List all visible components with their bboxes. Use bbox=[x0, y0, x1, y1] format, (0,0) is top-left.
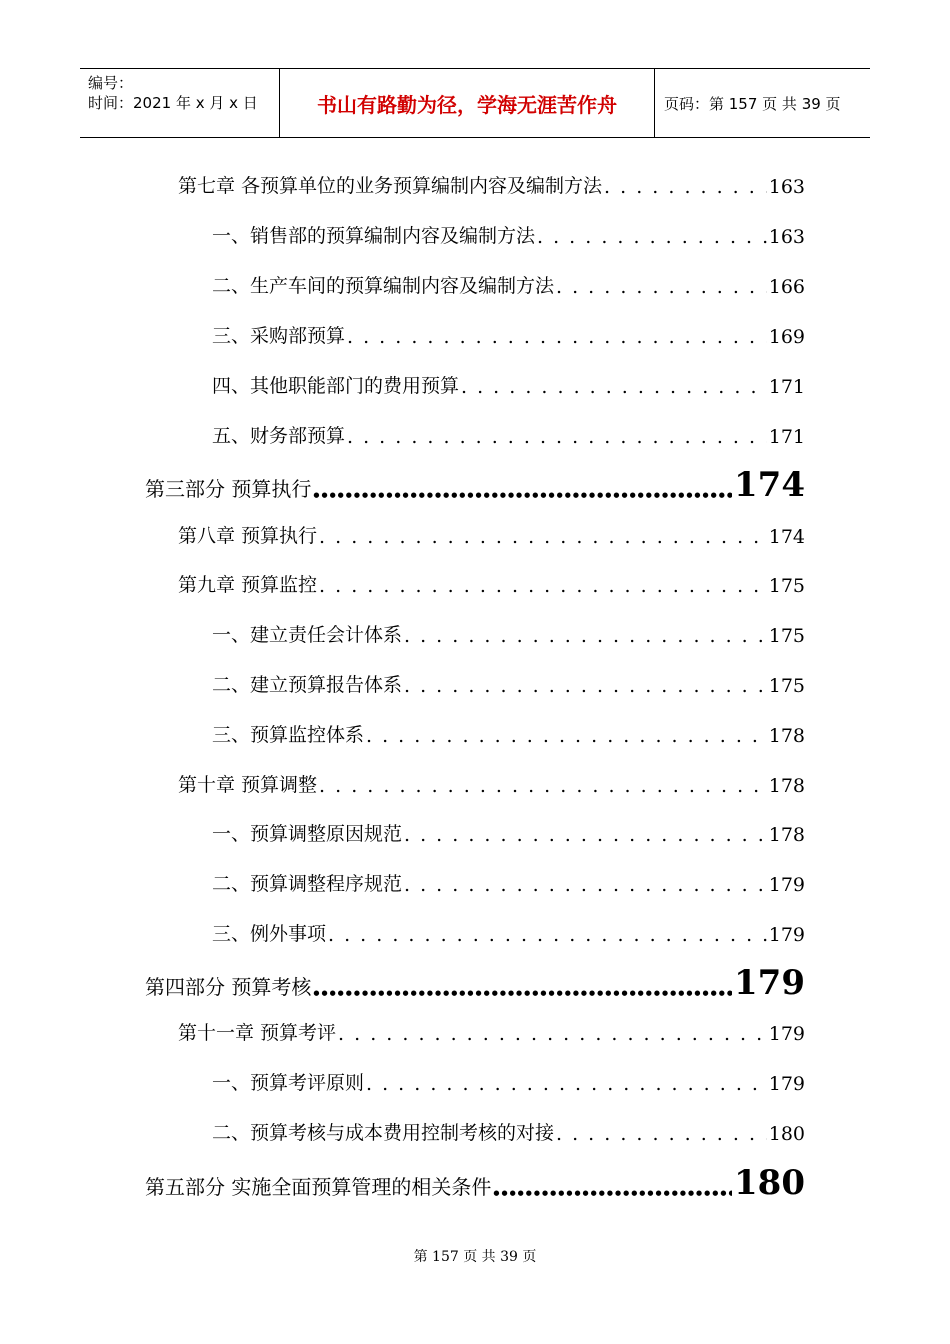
toc-entry-page: 179 bbox=[768, 924, 805, 946]
toc-entry-page: 179 bbox=[734, 963, 805, 1003]
toc-entry-page: 179 bbox=[768, 1073, 805, 1095]
leader-dots bbox=[556, 276, 767, 298]
toc-entry-title: 一、销售部的预算编制内容及编制方法 bbox=[212, 225, 536, 247]
toc-entry-page: 171 bbox=[768, 426, 805, 448]
toc-entry-title: 一、预算调整原因规范 bbox=[212, 823, 403, 845]
toc-entry-page: 175 bbox=[768, 675, 805, 697]
toc-entry-page: 180 bbox=[734, 1163, 805, 1203]
toc-entry[interactable] bbox=[178, 567, 805, 597]
toc-entry[interactable] bbox=[212, 717, 805, 747]
toc-entry-page: 174 bbox=[734, 465, 805, 505]
toc-part-entry[interactable] bbox=[145, 960, 805, 1003]
toc-entry[interactable] bbox=[212, 368, 805, 398]
toc-entry-page: 171 bbox=[768, 376, 805, 398]
toc-entry-page: 174 bbox=[768, 526, 805, 548]
leader-dots bbox=[366, 1073, 767, 1095]
toc-entry-title: 第五部分 实施全面预算管理的相关条件 bbox=[145, 1175, 492, 1199]
toc-entry[interactable] bbox=[178, 767, 805, 797]
leader-dots bbox=[313, 976, 732, 1000]
toc-entry-page: 180 bbox=[768, 1123, 805, 1145]
toc-entry-page: 166 bbox=[768, 276, 805, 298]
leader-dots bbox=[537, 226, 767, 248]
toc-entry-page: 169 bbox=[768, 326, 805, 348]
toc-entry-page: 178 bbox=[768, 725, 805, 747]
toc-entry-title: 二、预算调整程序规范 bbox=[212, 873, 403, 895]
toc-entry[interactable] bbox=[212, 916, 805, 946]
page-footer: 第 157 页 共 39 页 bbox=[413, 1249, 537, 1265]
toc-entry-title: 四、其他职能部门的费用预算 bbox=[212, 375, 460, 397]
toc-entry-title: 第九章 预算监控 bbox=[178, 574, 318, 596]
toc-entry-page: 175 bbox=[768, 625, 805, 647]
toc-entry-title: 一、预算考评原则 bbox=[212, 1072, 365, 1094]
toc-entry-title: 二、预算考核与成本费用控制考核的对接 bbox=[212, 1122, 555, 1144]
leader-dots bbox=[404, 874, 767, 896]
leader-dots bbox=[319, 526, 767, 548]
leader-dots bbox=[556, 1123, 767, 1145]
toc-entry-title: 第十章 预算调整 bbox=[178, 774, 318, 796]
leader-dots bbox=[319, 775, 767, 797]
toc-entry[interactable] bbox=[212, 866, 805, 896]
toc-entry[interactable] bbox=[212, 318, 805, 348]
toc-entry-title: 第八章 预算执行 bbox=[178, 525, 318, 547]
code-label: 编号： bbox=[88, 74, 134, 92]
toc-entry-page: 179 bbox=[768, 1023, 805, 1045]
toc-entry-title: 第三部分 预算执行 bbox=[145, 477, 312, 501]
toc-entry[interactable] bbox=[212, 667, 805, 697]
toc-entry[interactable] bbox=[212, 1065, 805, 1095]
header-motto: 书山有路勤为径，学海无涯苦作舟 bbox=[280, 69, 655, 137]
toc-entry-page: 163 bbox=[768, 176, 805, 198]
date-label: 时间：2021 年 x 月 x 日 bbox=[88, 94, 258, 112]
toc-entry-title: 三、预算监控体系 bbox=[212, 724, 365, 746]
toc-entry-page: 179 bbox=[768, 874, 805, 896]
toc-entry-title: 五、财务部预算 bbox=[212, 425, 346, 447]
header-page-info: 页码：第 157 页 共 39 页 bbox=[664, 94, 841, 113]
toc-entry-title: 第七章 各预算单位的业务预算编制内容及编制方法 bbox=[178, 175, 603, 197]
toc-part-entry[interactable] bbox=[145, 1160, 805, 1203]
toc-entry[interactable] bbox=[178, 168, 805, 198]
toc-entry[interactable] bbox=[178, 1015, 805, 1045]
leader-dots bbox=[493, 1176, 732, 1200]
toc-entry-page: 178 bbox=[768, 824, 805, 846]
leader-dots bbox=[404, 675, 767, 697]
leader-dots bbox=[319, 575, 767, 597]
leader-dots bbox=[366, 725, 767, 747]
toc-entry[interactable] bbox=[212, 418, 805, 448]
toc-entry-title: 二、生产车间的预算编制内容及编制方法 bbox=[212, 275, 555, 297]
toc-entry-page: 163 bbox=[768, 226, 805, 248]
leader-dots bbox=[347, 326, 767, 348]
toc-entry[interactable] bbox=[212, 268, 805, 298]
toc-entry-title: 第十一章 预算考评 bbox=[178, 1022, 337, 1044]
toc-entry[interactable] bbox=[212, 816, 805, 846]
toc-entry-title: 第四部分 预算考核 bbox=[145, 975, 312, 999]
toc-entry-title: 二、建立预算报告体系 bbox=[212, 674, 403, 696]
toc-entry-page: 175 bbox=[768, 575, 805, 597]
leader-dots bbox=[404, 824, 767, 846]
leader-dots bbox=[328, 924, 767, 946]
toc-entry[interactable] bbox=[178, 518, 805, 548]
toc-entry-page: 178 bbox=[768, 775, 805, 797]
toc-entry[interactable] bbox=[212, 617, 805, 647]
leader-dots bbox=[338, 1023, 767, 1045]
toc-entry[interactable] bbox=[212, 218, 805, 248]
leader-dots bbox=[461, 376, 767, 398]
leader-dots bbox=[313, 478, 732, 502]
leader-dots bbox=[347, 426, 767, 448]
toc-entry[interactable] bbox=[212, 1115, 805, 1145]
toc-part-entry[interactable] bbox=[145, 462, 805, 505]
toc-entry-title: 三、采购部预算 bbox=[212, 325, 346, 347]
leader-dots bbox=[604, 176, 767, 198]
toc-entry-title: 一、建立责任会计体系 bbox=[212, 624, 403, 646]
leader-dots bbox=[404, 625, 767, 647]
toc-entry-title: 三、例外事项 bbox=[212, 923, 327, 945]
